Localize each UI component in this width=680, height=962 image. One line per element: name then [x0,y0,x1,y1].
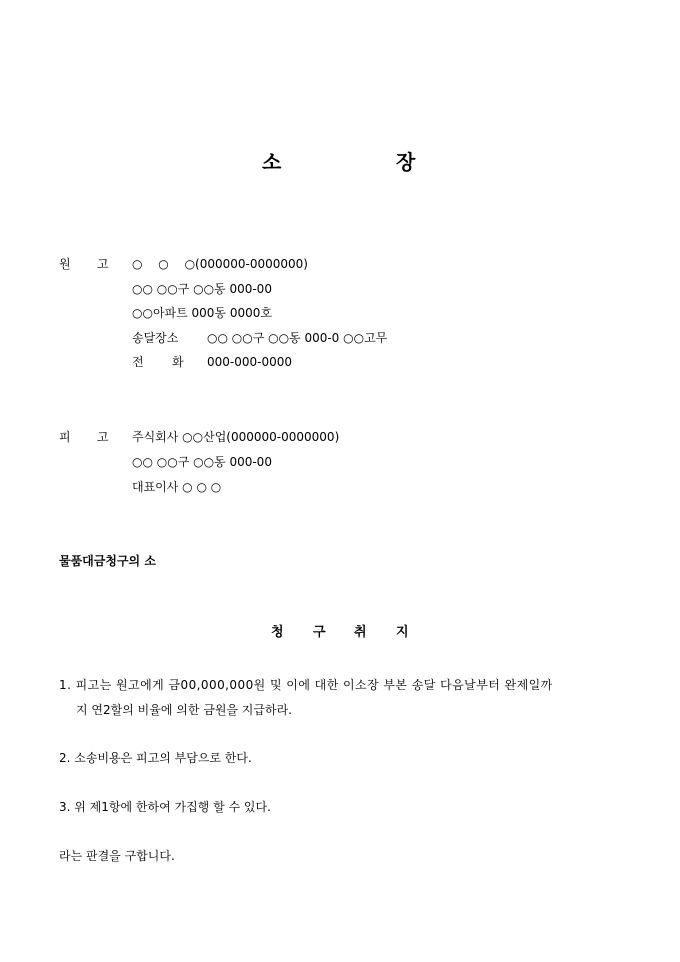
plaintiff-phone-label-char-1: 전 [132,355,144,369]
claim-item-2: 2. 소송비용은 피고의 부담으로 한다. [59,751,252,765]
defendant-representative: 대표이사 ○ ○ ○ [132,480,222,494]
claim-heading-char-2: 구 [313,625,326,640]
plaintiff-address-1: ○○ ○○구 ○○동 000-00 [132,282,272,296]
claim-heading-char-3: 취 [354,625,367,640]
plaintiff-phone: 000-000-0000 [207,355,293,369]
closing-sentence: 라는 판결을 구합니다. [59,849,175,863]
plaintiff-address-2: ○○아파트 000동 0000호 [132,306,272,320]
plaintiff-service-address: ○○ ○○구 ○○동 000-0 ○○고무 [207,331,388,345]
claim-item-3: 3. 위 제1항에 한하여 가집행 할 수 있다. [59,800,271,814]
plaintiff-name: ○ ○ ○(000000-0000000) [132,257,308,271]
defendant-name: 주식회사 ○○산업(000000-0000000) [132,430,340,444]
document-title-char-1: 소 [262,150,282,174]
defendant-role-char-1: 피 [59,430,71,444]
plaintiff-phone-label-char-2: 화 [172,355,184,369]
defendant-address: ○○ ○○구 ○○동 000-00 [132,455,272,469]
defendant-role-char-2: 고 [97,430,109,444]
case-name: 물품대금청구의 소 [59,554,156,568]
claim-item-1: 1. 피고는 원고에게 금00,000,000원 및 이에 대한 이소장 부본 송달 다음날부터 완제일까 [59,678,553,692]
claim-item-1-continued: 지 연2할의 비율에 의한 금원을 지급하라. [76,703,292,717]
claim-heading-char-4: 지 [396,625,409,640]
plaintiff-service-label: 송달장소 [132,331,179,345]
plaintiff-role-char-2: 고 [97,257,109,271]
plaintiff-role-char-1: 원 [59,257,71,271]
document-title-char-2: 장 [396,150,416,174]
claim-heading-char-1: 청 [271,625,284,640]
